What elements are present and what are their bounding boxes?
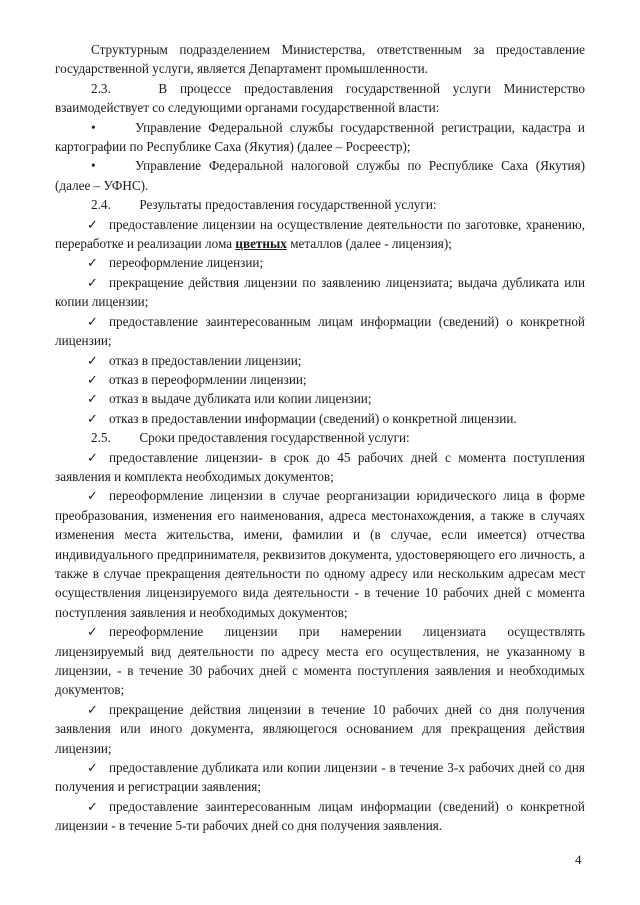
checkmark-icon: ✓ [87,313,99,329]
result-text: отказ в предоставлении лицензии; [109,352,302,368]
checkmark-icon: ✓ [87,371,99,387]
section-number: 2.5. [91,430,111,446]
result-text: металлов (далее - лицензия); [286,236,452,252]
bullet-text: Управление Федеральной налоговой службы по Республике Саха (Якутия) (далее – УФНС). [55,158,585,193]
bullet-icon: • [91,158,96,174]
result-text: предоставление лицензии на осуществление деятельности по заготовке, хранению, переработке и реализации лома [55,216,585,252]
checkmark-icon: ✓ [87,216,99,232]
result-text: предоставление заинтересованным лицам информации (сведений) о конкретной лицензии; [55,313,585,349]
checkmark-icon: ✓ [87,274,99,290]
term-item-license [55,448,585,487]
result-item-termination [55,273,585,312]
checkmark-icon: ✓ [87,624,99,640]
result-text: переоформление лицензии; [109,255,264,271]
checkmark-icon: ✓ [87,391,99,407]
term-item-reissue-new-address [55,622,585,700]
checkmark-icon: ✓ [87,352,99,368]
term-item-reissue-reorganization [55,486,585,622]
result-item-license [55,215,585,254]
term-item-termination [55,700,585,758]
result-item-refusal-duplicate [55,389,585,408]
bullet-item-ufns [55,156,585,195]
paragraph-2-4 [55,195,585,214]
result-item-refusal-information [55,409,585,428]
section-text: Сроки предоставления государственной услуги: [139,430,410,446]
result-item-refusal-license [55,351,585,370]
result-item-information [55,312,585,351]
term-text: переоформление лицензии при намерении лицензиата осуществлять лицензируемый вид деятельности по адресу места его осуществления, не указанному в лицензии, - в течение 30 рабочих дней с момента поступления заявления и необходимых документов; [55,624,585,698]
document-page [55,40,585,836]
bullet-item-rosreestr [55,118,585,157]
checkmark-icon: ✓ [87,701,99,717]
result-text-emphasis: цветных [235,236,287,252]
checkmark-icon: ✓ [87,449,99,465]
section-text: Результаты предоставления государственной услуги: [139,197,437,213]
result-text: отказ в предоставлении информации (сведений) о конкретной лицензии. [109,410,517,426]
result-text: отказ в переоформлении лицензии; [109,371,307,387]
page-number: 4 [575,852,582,867]
result-text: прекращение действия лицензии по заявлению лицензиата; выдача дубликата или копии лицензии; [55,274,585,310]
checkmark-icon: ✓ [87,760,99,776]
term-text: предоставление заинтересованным лицам информации (сведений) о конкретной лицензии - в течение 5-ти рабочих дней со дня получения заявления. [55,798,585,834]
checkmark-icon: ✓ [87,255,99,271]
checkmark-icon: ✓ [87,410,99,426]
term-text: переоформление лицензии в случае реорганизации юридического лица в форме преобразования, изменения его наименования, адреса местонахождения, а также в случаях изменения места жительства, имени, фамилии и (в случае, если имеется) отчества индивидуального предпринимателя, реквизитов документа, удостоверяющего его личность, а также в случае прекращения деятельности по одному адресу или нескольким адресам мест осуществления лицензируемого вида деятельности - в течение 10 рабочих дней с момента поступления заявления и необходимых документов; [55,488,585,620]
result-item-refusal-reissue [55,370,585,389]
result-item-reissue [55,253,585,272]
paragraph-2-5 [55,428,585,447]
bullet-text: Управление Федеральной службы государственной регистрации, кадастра и картографии по Республике Саха (Якутия) (далее – Росреестр); [55,119,585,155]
term-item-information [55,797,585,836]
term-text: предоставление лицензии- в срок до 45 рабочих дней с момента поступления заявления и комплекта необходимых документов; [55,449,585,484]
term-text: предоставление дубликата или копии лицензии - в течение 3-х рабочих дней со дня получения и регистрации заявления; [55,760,585,795]
bullet-icon: • [91,119,96,135]
checkmark-icon: ✓ [87,488,99,504]
term-item-duplicate [55,758,585,797]
section-number: 2.4. [91,197,111,213]
section-text: В процессе предоставления государственной услуги Министерство взаимодействует со следующими органами государственной власти: [55,80,585,116]
checkmark-icon: ✓ [87,798,99,814]
result-text: отказ в выдаче дубликата или копии лицензии; [109,391,372,407]
paragraph-department: Структурным подразделением Министерства, ответственным за предоставление государственной услуги, является Департамент промышленности. [55,42,585,77]
paragraph-2-3 [55,79,585,118]
term-text: прекращение действия лицензии в течение 10 рабочих дней со дня получения заявления или иного документа, являющегося основанием для прекращения действия лицензии; [55,701,585,756]
section-number: 2.3. [91,80,111,96]
